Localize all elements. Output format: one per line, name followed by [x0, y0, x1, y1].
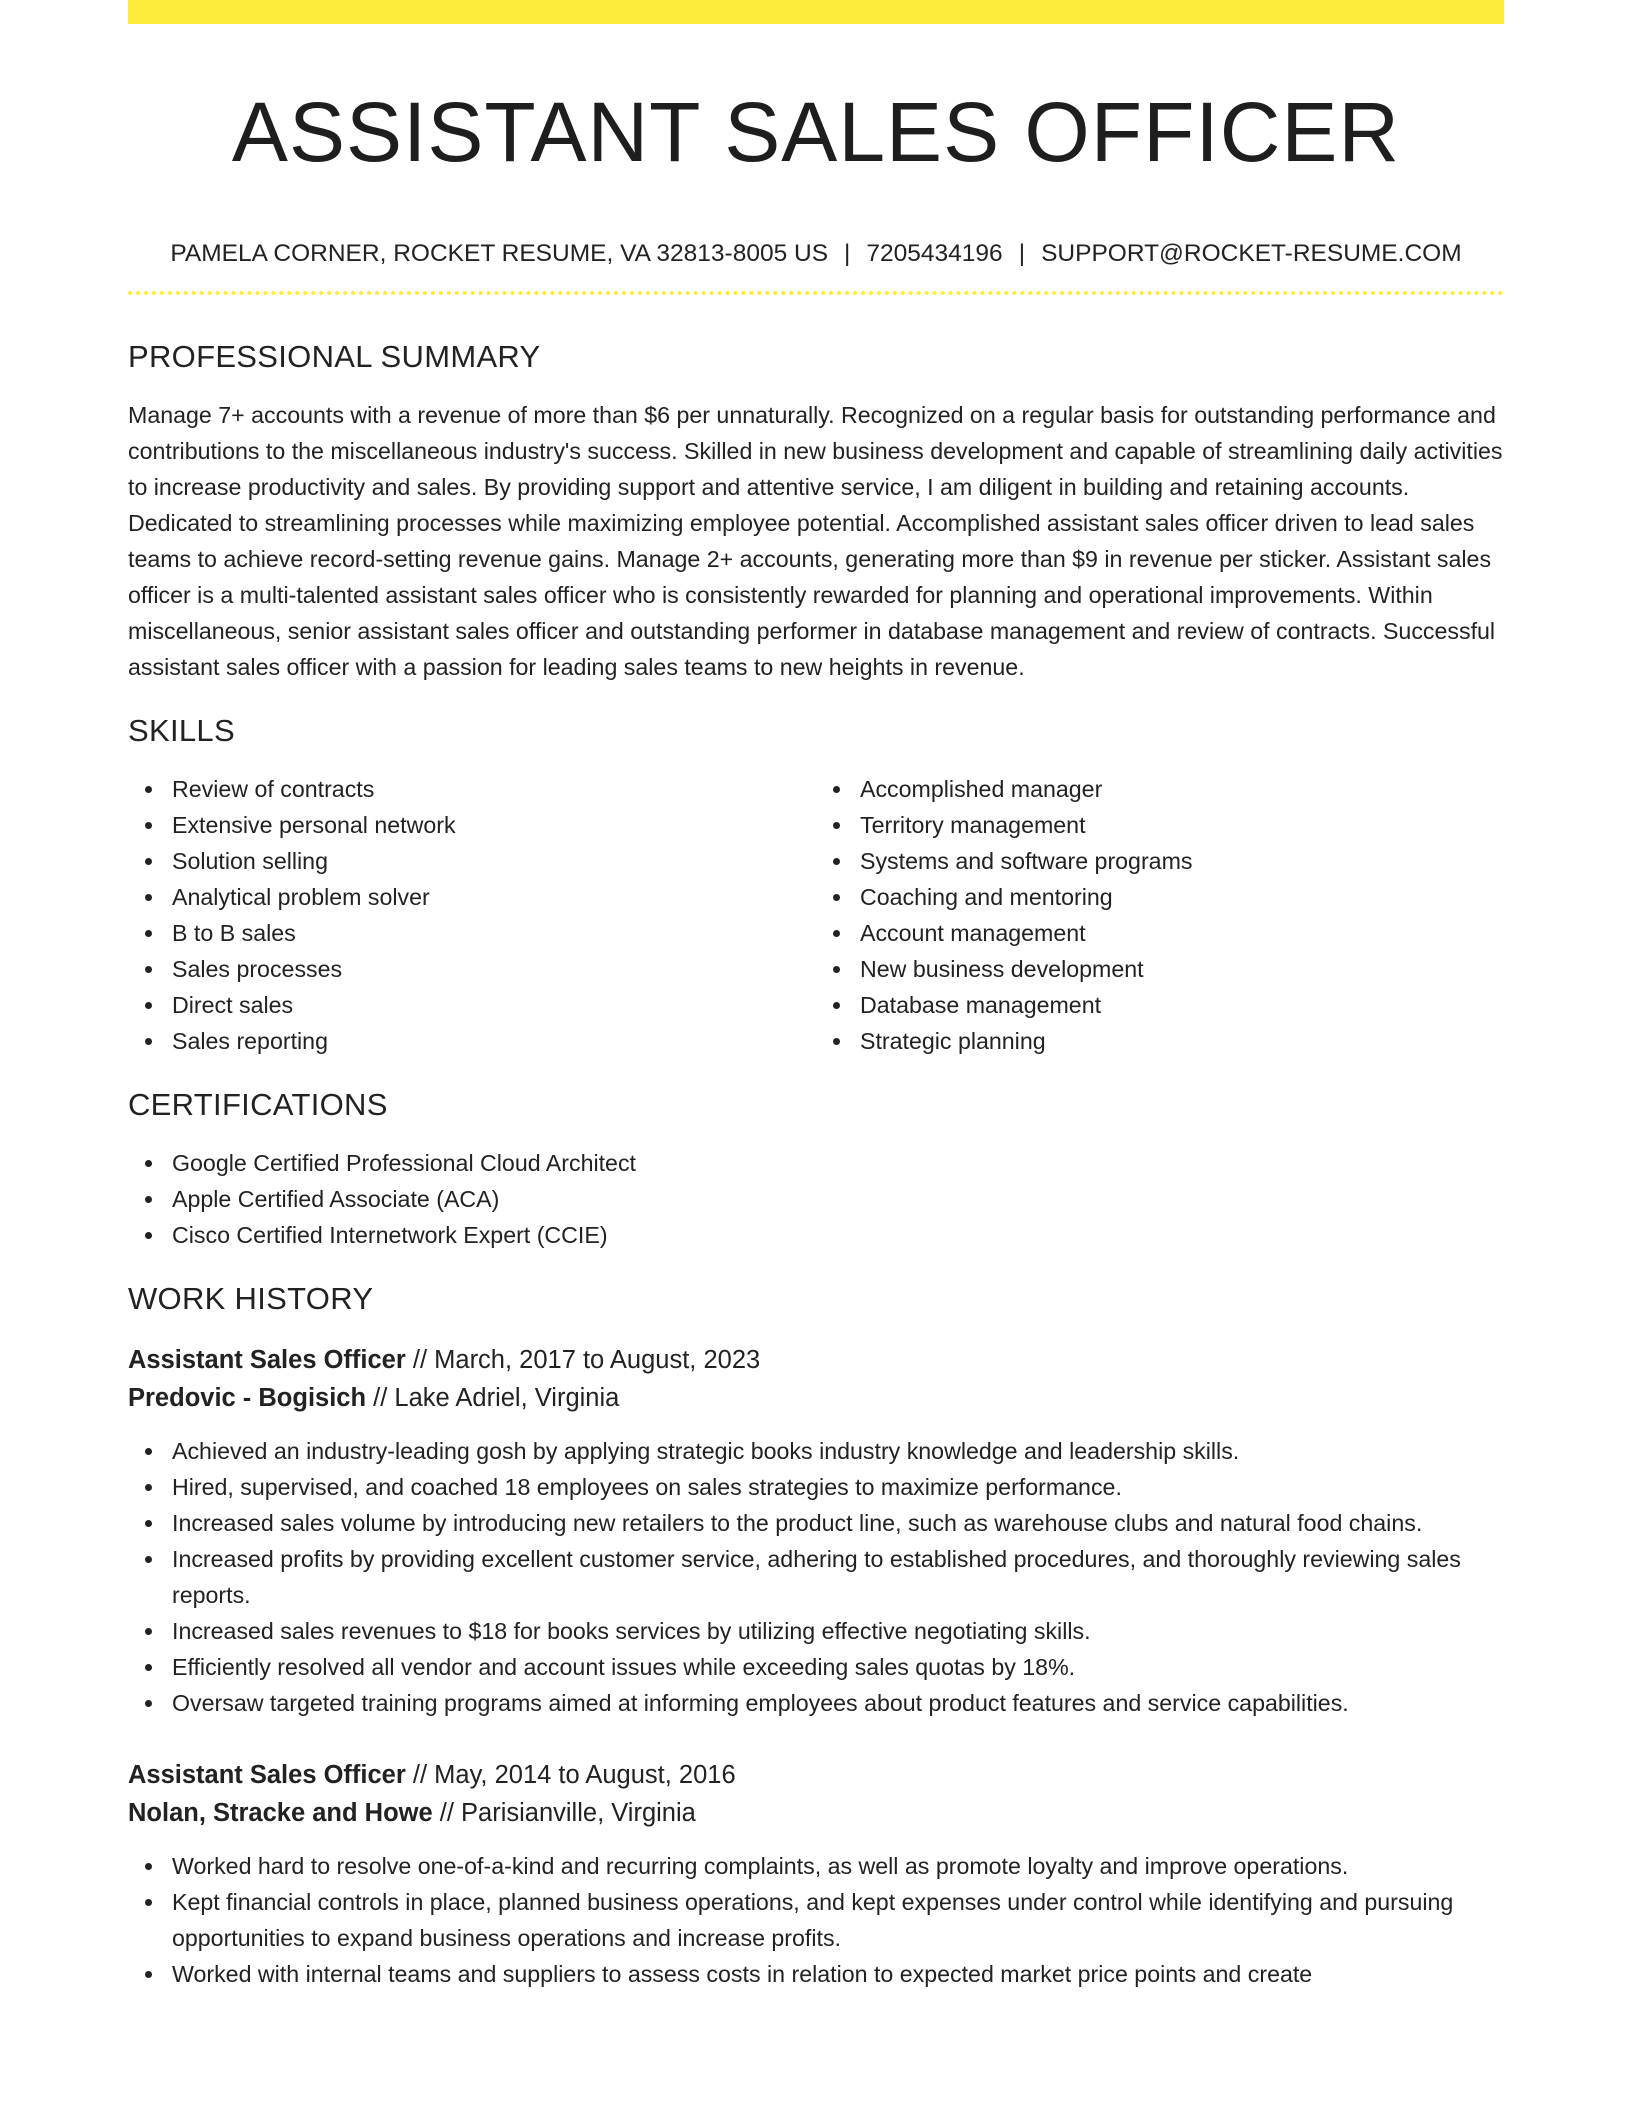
job-company-line: [128, 1794, 1504, 1832]
skill-item: Review of contracts: [172, 771, 816, 807]
job-company: Predovic - Bogisich: [128, 1384, 367, 1412]
skills-list: [128, 771, 1504, 1059]
skills-column-left: [128, 771, 816, 1059]
contact-separator: |: [844, 240, 851, 267]
summary-heading: PROFESSIONAL SUMMARY: [128, 339, 541, 374]
job-bullet: Achieved an industry-leading gosh by applying strategic books industry knowledge and leadership skills.: [172, 1433, 1504, 1469]
skill-item: Analytical problem solver: [172, 879, 816, 915]
job-bullet: Increased sales volume by introducing new retailers to the product line, such as warehouse clubs and natural food chains.: [172, 1505, 1504, 1541]
job-bullet: Hired, supervised, and coached 18 employees on sales strategies to maximize performance.: [172, 1469, 1504, 1505]
skill-item: New business development: [860, 951, 1504, 987]
skill-item: Systems and software programs: [860, 843, 1504, 879]
contact-phone[interactable]: 7205434196: [866, 240, 1003, 267]
skill-item: Sales reporting: [172, 1023, 816, 1059]
certification-item: Cisco Certified Internetwork Expert (CCIE): [172, 1217, 1504, 1253]
job-company-line: [128, 1379, 1504, 1417]
skill-item: Accomplished manager: [860, 771, 1504, 807]
job-title-line: [128, 1341, 1504, 1379]
job-location: // Parisianville, Virginia: [439, 1799, 696, 1827]
skill-item: Coaching and mentoring: [860, 879, 1504, 915]
job-bullet: Worked hard to resolve one-of-a-kind and recurring complaints, as well as promote loyalty and improve operations.: [172, 1848, 1504, 1884]
job-bullet: Increased sales revenues to $18 for books services by utilizing effective negotiating skills.: [172, 1613, 1504, 1649]
job-bullet: Increased profits by providing excellent customer service, adhering to established procedures, and thoroughly reviewing sales reports.: [172, 1541, 1504, 1613]
skill-item: Territory management: [860, 807, 1504, 843]
resume-page: [128, 0, 1504, 1992]
skills-column-right: [816, 771, 1504, 1059]
job-bullets: [128, 1848, 1504, 1992]
skills-heading: SKILLS: [128, 713, 235, 748]
skill-item: Account management: [860, 915, 1504, 951]
job-title-line: [128, 1756, 1504, 1794]
job-bullet: Oversaw targeted training programs aimed at informing employees about product features and service capabilities.: [172, 1685, 1504, 1721]
accent-bar: [128, 0, 1504, 24]
skill-item: Database management: [860, 987, 1504, 1023]
job-entry: [128, 1756, 1504, 1992]
contact-separator: |: [1018, 240, 1026, 267]
job-company: Nolan, Stracke and Howe: [128, 1799, 433, 1827]
contact-email[interactable]: SUPPORT@ROCKET-RESUME.COM: [1041, 240, 1462, 267]
job-entry: [128, 1341, 1504, 1721]
job-location: // Lake Adriel, Virginia: [373, 1384, 620, 1412]
skill-item: Solution selling: [172, 843, 816, 879]
skill-item: B to B sales: [172, 915, 816, 951]
job-title: Assistant Sales Officer: [128, 1761, 406, 1789]
contact-line: [128, 238, 1504, 270]
job-bullet: Efficiently resolved all vendor and account issues while exceeding sales quotas by 18%.: [172, 1649, 1504, 1685]
job-title: Assistant Sales Officer: [128, 1346, 406, 1374]
certification-item: Google Certified Professional Cloud Architect: [172, 1145, 1504, 1181]
job-dates: // March, 2017 to August, 2023: [412, 1346, 761, 1374]
work-history-heading: WORK HISTORY: [128, 1281, 374, 1316]
summary-text: Manage 7+ accounts with a revenue of more than $6 per unnaturally. Recognized on a regular basis for outstanding performance and contributions to the miscellaneous industry's success. Skilled in new business development and capable of streamlining daily activities to increase productivity and sales. By providing support and attentive service, I am diligent in building and retaining accounts. Dedicated to streamlining processes while maximizing employee potential. Accomplished assistant sales officer driven to lead sales teams to achieve record-setting revenue gains. Manage 2+ accounts, generating more than $9 in revenue per sticker. Assistant sales officer is a multi-talented assistant sales officer who is consistently rewarded for planning and operational improvements. Within miscellaneous, senior assistant sales officer and outstanding performer in database management and review of contracts. Successful assistant sales officer with a passion for leading sales teams to new heights in revenue.: [128, 402, 1503, 680]
job-dates: // May, 2014 to August, 2016: [412, 1761, 736, 1789]
job-bullet: Worked with internal teams and suppliers to assess costs in relation to expected market price points and create: [172, 1956, 1504, 1992]
contact-address: PAMELA CORNER, ROCKET RESUME, VA 32813-8005 US: [170, 240, 829, 267]
page-title: ASSISTANT SALES OFFICER: [231, 85, 1401, 179]
certifications-list: [128, 1145, 1504, 1253]
skill-item: Strategic planning: [860, 1023, 1504, 1059]
skill-item: Direct sales: [172, 987, 816, 1023]
dotted-divider: [128, 291, 1504, 295]
skill-item: Extensive personal network: [172, 807, 816, 843]
job-bullet: Kept financial controls in place, planned business operations, and kept expenses under control while identifying and pursuing opportunities to expand business operations and increase profits.: [172, 1884, 1504, 1956]
job-bullets: [128, 1433, 1504, 1721]
skill-item: Sales processes: [172, 951, 816, 987]
certifications-heading: CERTIFICATIONS: [128, 1087, 388, 1122]
certification-item: Apple Certified Associate (ACA): [172, 1181, 1504, 1217]
